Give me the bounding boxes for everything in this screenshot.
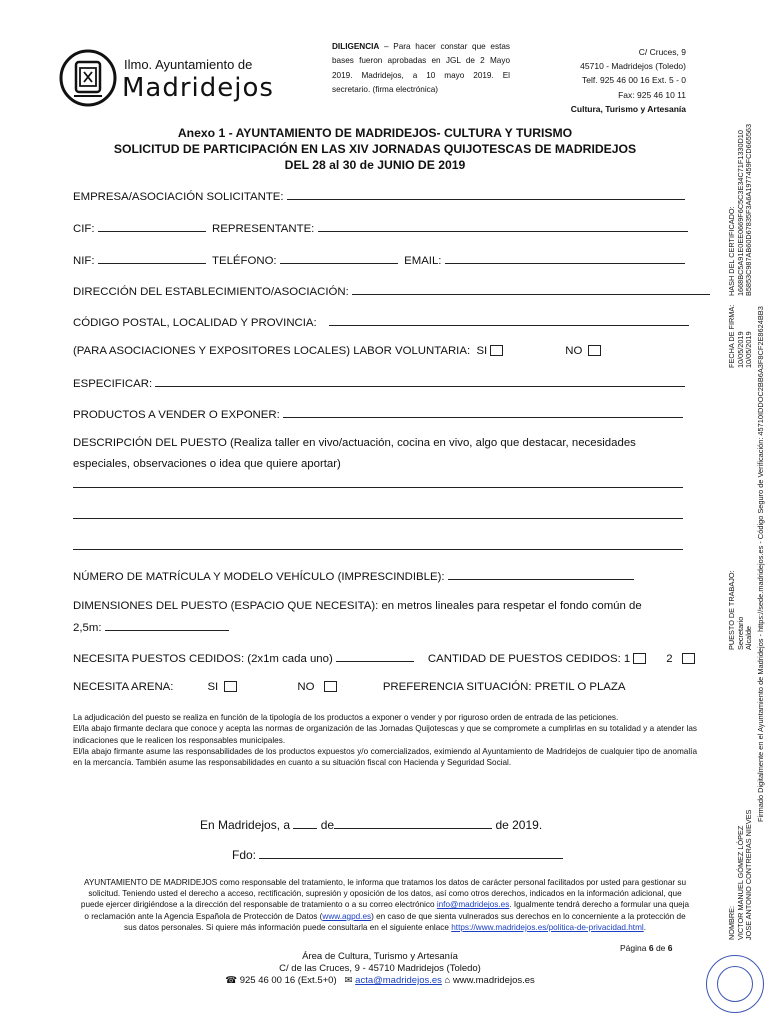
home-icon: ⌂	[444, 975, 451, 986]
diligencia-text: – Para hacer constar que estas bases fueron aprobadas en JGL de 2 Mayo 2019. Madridejos, a 10 mayo 2019. El secretario. (firma electrónica)	[332, 42, 510, 95]
page-of: de	[655, 943, 666, 953]
mail-icon: ✉	[344, 975, 353, 986]
email-field[interactable]	[445, 253, 685, 264]
page-label: Página	[620, 943, 647, 953]
empresa-field[interactable]	[287, 189, 685, 200]
cantidad-1-checkbox[interactable]	[633, 653, 646, 664]
privacy-notice	[78, 877, 692, 933]
codigo-postal-label: CÓDIGO POSTAL, LOCALIDAD Y PROVINCIA:	[73, 317, 317, 329]
cedidos-row	[73, 651, 695, 665]
privacy-text-2: . Igualmente tendrá derecho a formular una queja o reclamación ante la Agencia Española de Protección de Datos (	[84, 900, 690, 921]
signature-date-column	[728, 305, 754, 368]
voluntaria-no-label: NO	[565, 345, 583, 357]
page-number	[620, 943, 673, 953]
cantidad-2-label: 2	[666, 653, 673, 665]
org-top-text: Ilmo. Ayuntamiento de	[124, 57, 253, 72]
cedidos-field[interactable]	[336, 651, 414, 662]
footer-email-link[interactable]: acta@madridejos.es	[355, 975, 442, 986]
official-seal-icon	[706, 955, 764, 1013]
matricula-field[interactable]	[448, 569, 634, 580]
voluntaria-si-checkbox[interactable]	[490, 345, 503, 356]
footer-area: Área de Cultura, Turismo y Artesanía	[302, 951, 458, 962]
nombre-column	[728, 810, 754, 940]
direccion-row	[73, 284, 710, 298]
codigo-postal-row	[73, 315, 689, 329]
nif-label: NIF:	[73, 255, 95, 267]
matricula-label: NÚMERO DE MATRÍCULA Y MODELO VEHÍCULO (IMPRESCINDIBLE):	[73, 571, 445, 583]
cif-field[interactable]	[98, 221, 206, 232]
direccion-label: DIRECCIÓN DEL ESTABLECIMIENTO/ASOCIACIÓN:	[73, 286, 349, 298]
sig-date-2: 10/05/2019	[744, 331, 754, 368]
cantidad-label: CANTIDAD DE PUESTOS CEDIDOS: 1	[427, 653, 631, 665]
representante-field[interactable]	[318, 221, 688, 232]
address-block	[540, 45, 686, 116]
nombre-label: NOMBRE:	[727, 905, 736, 940]
telefono-label: TELÉFONO:	[212, 255, 277, 267]
place-label: En Madridejos, a	[200, 818, 291, 832]
privacy-policy-link[interactable]: https://www.madridejos.es/politica-de-privacidad.html	[451, 922, 644, 932]
especificar-field[interactable]	[155, 376, 685, 387]
agpd-link[interactable]: www.agpd.es	[322, 911, 372, 921]
dimensiones-field[interactable]	[105, 620, 229, 631]
signature-date-row	[200, 818, 542, 832]
descripcion-line-2: especiales, observaciones o idea que quiere aportar)	[73, 458, 341, 470]
day-field[interactable]	[293, 818, 317, 829]
puesto-label: PUESTO DE TRABAJO:	[727, 570, 736, 650]
privacy-email-link[interactable]: info@madridejos.es	[436, 900, 510, 910]
arena-si-checkbox[interactable]	[224, 681, 237, 692]
department-name: Cultura, Turismo y Artesanía	[570, 103, 686, 114]
hash-label: HASH DEL CERTIFICADO:	[727, 206, 736, 296]
hash-column	[728, 124, 754, 296]
page-total: 6	[667, 943, 673, 953]
preferencia-label: PREFERENCIA SITUACIÓN: PRETIL O PLAZA	[382, 681, 626, 693]
legal-paragraph: El/la abajo firmante asume las responsabilidades de los productos expuestos y/o comercializados, eximiendo al Ayuntamiento de Madridejos de cualquier tipo de anomalía en la mercancía. También asume las responsabilidades en cuanto a su situación fiscal con Hacienda y Seguridad Social.	[73, 746, 697, 768]
address-line: C/ Cruces, 9	[638, 47, 686, 57]
voluntaria-si-label: SI	[476, 345, 488, 357]
nombre-value: JOSE ANTONIO CONTRERAS NIEVES	[744, 809, 754, 940]
privacy-text-1: AYUNTAMIENTO DE MADRIDEJOS como responsable del tratamiento, le informa que tratamos los datos de carácter personal facilitados por usted para gestionar su solicitud. Teniendo usted el derecho a acceso, rectificación, supresión y oposición de los datos, así como otros derechos, indicados en la información adicional, que puede ejercer dirigiéndose a la dirección del responsable de tratamiento o a su correo electrónico	[80, 878, 687, 910]
hash-value: B5853C987AB60D67835F3A6A1977459FCD665563	[744, 123, 754, 296]
cantidad-2-checkbox[interactable]	[682, 653, 695, 664]
email-label: EMAIL:	[404, 255, 442, 267]
especificar-row	[73, 376, 685, 390]
voluntaria-row	[73, 345, 601, 357]
dimensiones-line-2: 2,5m:	[73, 622, 102, 634]
arena-label: NECESITA ARENA:	[73, 681, 174, 693]
fdo-field[interactable]	[259, 848, 563, 859]
descripcion-line-1: DESCRIPCIÓN DEL PUESTO (Realiza taller en vivo/actuación, cocina en vivo, algo que destacar, necesidades	[73, 437, 636, 449]
puesto-value: Secretario	[735, 616, 745, 650]
privacy-text-3: ) en caso de que sienta vulnerados sus derechos en lo concerniente a la protección de sus datos personales. Si quiere más información puede consultarla en el siguiente enlace	[123, 911, 686, 932]
de-label: de	[320, 818, 335, 832]
legal-paragraph: El/la abajo firmante declara que conoce y acepta las normas de organización de las Jornadas Quijotescas y que se compromete a cumplirlas en su totalidad y a atender las indicaciones que le realicen los responsables municipales.	[73, 724, 697, 745]
org-name: Madridejos	[122, 73, 274, 103]
title-line: SOLICITUD DE PARTICIPACIÓN EN LAS XIV JORNADAS QUIJOTESCAS DE MADRIDEJOS	[113, 142, 637, 156]
arena-no-label: NO	[297, 681, 315, 693]
puesto-value: Alcalde	[744, 626, 754, 650]
footer	[180, 951, 580, 987]
address-line: 45710 - Madridejos (Toledo)	[580, 61, 686, 72]
footer-address: C/ de las Cruces, 9 - 45710 Madridejos (Toledo)	[279, 963, 481, 974]
digital-signature-note: Firmado Digitalmente en el Ayuntamiento de Madridejos - https://sede.madridejos.es - Código Seguro de Verificación: 45710IDDOC2BB6A3F8CF2E8624BB3	[756, 306, 765, 822]
empresa-row	[73, 189, 685, 203]
legal-paragraph: La adjudicación del puesto se realiza en función de la tipología de los productos a exponer o vender y por riguroso orden de entrada de las peticiones.	[73, 713, 619, 722]
fdo-row	[232, 848, 563, 862]
dimensiones-row	[73, 620, 229, 634]
arena-si-label: SI	[207, 681, 219, 693]
nif-row	[73, 253, 685, 267]
arena-no-checkbox[interactable]	[324, 681, 337, 692]
cif-label: CIF:	[73, 223, 95, 235]
footer-contacts	[180, 975, 580, 987]
diligencia-label: DILIGENCIA	[332, 42, 380, 51]
voluntaria-no-checkbox[interactable]	[588, 345, 601, 356]
nif-field[interactable]	[98, 253, 206, 264]
nombre-value: VICTOR MANUEL GÓMEZ LÓPEZ	[735, 825, 745, 940]
title-line: Anexo 1 - AYUNTAMIENTO DE MADRIDEJOS- CULTURA Y TURISMO	[177, 126, 573, 140]
phone-icon: ☎	[225, 975, 238, 986]
puesto-column	[728, 570, 754, 650]
legal-text	[73, 712, 697, 768]
dimensiones-line-1: DIMENSIONES DEL PUESTO (ESPACIO QUE NECESITA): en metros lineales para respetar el fondo común de	[73, 600, 642, 612]
month-field[interactable]	[334, 818, 492, 829]
sig-date-label: FECHA DE FIRMA:	[727, 304, 736, 368]
productos-field[interactable]	[283, 407, 683, 418]
representante-label: REPRESENTANTE:	[212, 223, 315, 235]
matricula-row	[73, 569, 634, 583]
telefono-field[interactable]	[280, 253, 398, 264]
sig-date-1: 10/05/2019	[735, 331, 745, 368]
diligencia-note	[332, 40, 510, 98]
fdo-label: Fdo:	[232, 848, 257, 862]
arena-row	[73, 681, 625, 693]
document-title	[60, 125, 690, 173]
productos-row	[73, 407, 683, 421]
hash-value: 1668BC5A91E0EE0669F6C5C3E34C71F1330D10	[735, 130, 745, 296]
municipal-shield-icon	[58, 48, 118, 108]
footer-phone: 925 46 00 16 (Ext.5+0)	[239, 975, 337, 986]
footer-web: www.madridejos.es	[452, 975, 535, 986]
cif-row	[73, 221, 688, 235]
page-current: 6	[648, 943, 654, 953]
title-line: DEL 28 al 30 de JUNIO DE 2019	[284, 158, 466, 172]
empresa-label: EMPRESA/ASOCIACIÓN SOLICITANTE:	[73, 191, 284, 203]
cedidos-label: NECESITA PUESTOS CEDIDOS: (2x1m cada uno)	[73, 653, 333, 665]
year-label: de 2019.	[495, 818, 543, 832]
direccion-field[interactable]	[352, 284, 710, 295]
privacy-end: .	[643, 922, 647, 932]
address-line: Fax: 925 46 10 11	[618, 89, 686, 100]
especificar-label: ESPECIFICAR:	[73, 378, 153, 390]
voluntaria-label: (PARA ASOCIACIONES Y EXPOSITORES LOCALES) LABOR VOLUNTARIA:	[73, 345, 471, 357]
descripcion-field-1[interactable]	[73, 487, 683, 488]
address-line: Telf. 925 46 00 16 Ext. 5 - 0	[582, 75, 686, 86]
descripcion-field-3[interactable]	[73, 549, 683, 550]
productos-label: PRODUCTOS A VENDER O EXPONER:	[73, 409, 280, 421]
descripcion-field-2[interactable]	[73, 518, 683, 519]
codigo-postal-field[interactable]	[329, 315, 689, 326]
